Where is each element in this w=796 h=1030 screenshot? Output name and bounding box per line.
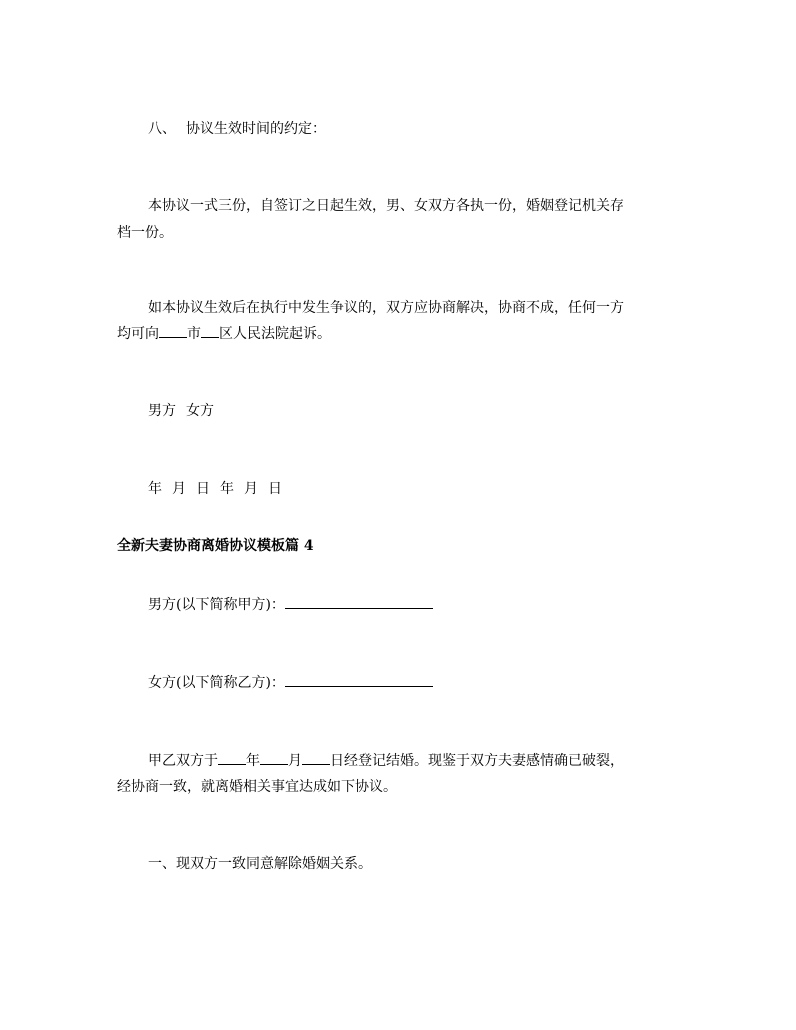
date-day-2: 日 xyxy=(268,481,282,497)
male-party-line xyxy=(148,594,433,616)
female-signature-label: 女方 xyxy=(186,403,214,419)
marriage-text-d: 日经登记结婚。现鉴于双方夫妻感情确已破裂， xyxy=(330,753,624,769)
month-blank xyxy=(260,750,288,765)
template-4-title: 全新夫妻协商离婚协议模板篇 4 xyxy=(117,538,314,554)
copies-paragraph-line-2: 档一份。 xyxy=(117,225,173,241)
date-year-1: 年 xyxy=(148,481,162,497)
date-day-1: 日 xyxy=(196,481,210,497)
year-blank xyxy=(218,750,246,765)
marriage-paragraph-line-1 xyxy=(148,750,624,772)
copies-paragraph-line-1: 本协议一式三份，自签订之日起生效，男、女双方各执一份，婚姻登记机关存 xyxy=(148,198,624,214)
female-party-line xyxy=(148,672,433,694)
clause-1: 一、现双方一致同意解除婚姻关系。 xyxy=(148,856,372,872)
day-blank xyxy=(302,750,330,765)
dispute-text-a: 均可向 xyxy=(117,326,159,342)
male-party-blank xyxy=(285,594,433,609)
female-party-label: 女方(以下简称乙方)： xyxy=(148,675,285,691)
section-8-heading xyxy=(148,118,326,140)
marriage-text-b: 年 xyxy=(246,753,260,769)
section-8-title: 协议生效时间的约定： xyxy=(186,121,326,137)
section-8-number: 八、 xyxy=(148,121,176,137)
marriage-text-a: 甲乙双方于 xyxy=(148,753,218,769)
marriage-paragraph-line-2: 经协商一致，就离婚相关事宜达成如下协议。 xyxy=(117,779,397,795)
district-blank xyxy=(201,323,219,338)
date-line xyxy=(148,478,282,500)
city-blank xyxy=(159,323,187,338)
marriage-text-c: 月 xyxy=(288,753,302,769)
dispute-paragraph-line-1: 如本协议生效后在执行中发生争议的，双方应协商解决，协商不成，任何一方 xyxy=(148,300,624,316)
male-signature-label: 男方 xyxy=(148,403,176,419)
dispute-text-b: 市 xyxy=(187,326,201,342)
dispute-paragraph-line-2 xyxy=(117,323,331,345)
signature-line xyxy=(148,400,214,422)
date-year-2: 年 xyxy=(220,481,234,497)
male-party-label: 男方(以下简称甲方)： xyxy=(148,597,285,613)
female-party-blank xyxy=(285,672,433,687)
date-month-1: 月 xyxy=(172,481,186,497)
date-month-2: 月 xyxy=(244,481,258,497)
dispute-text-c: 区人民法院起诉。 xyxy=(219,326,331,342)
